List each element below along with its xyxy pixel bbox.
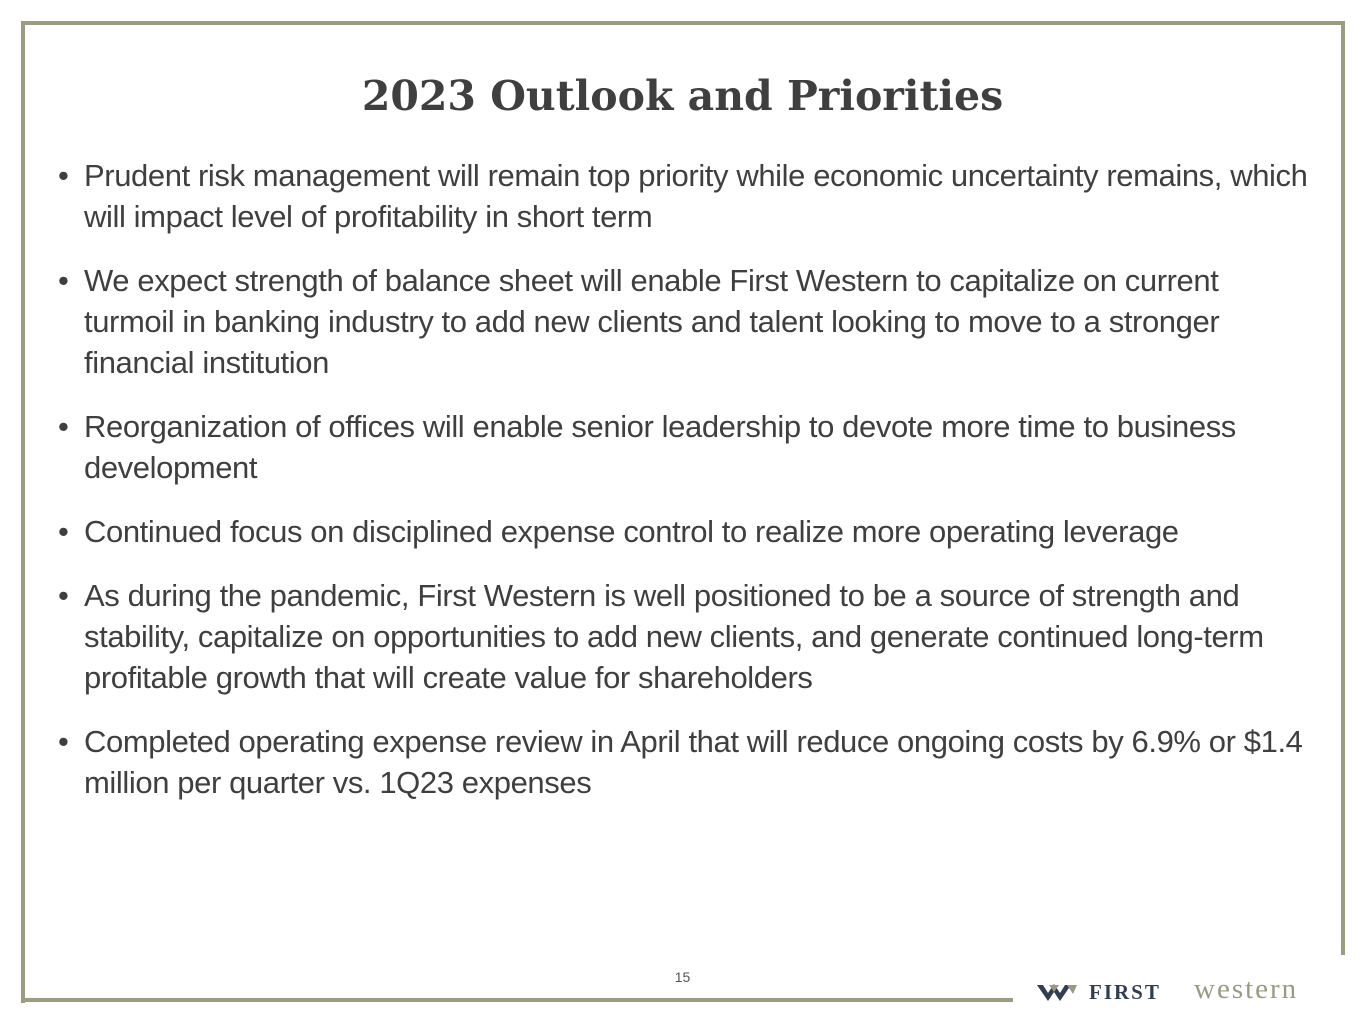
logo-first-text: FIRST: [1089, 980, 1161, 1004]
bullet-dot-icon: •: [58, 578, 69, 613]
bullet-text: Completed operating expense review in April that will reduce ongoing costs by 6.9% or $1.4 million per quarter vs. 1Q23 expenses: [84, 724, 1303, 800]
bullet-item: [58, 155, 1308, 237]
bullet-text: Continued focus on disciplined expense control to realize more operating leverage: [84, 514, 1179, 549]
bullet-list: [58, 155, 1308, 826]
slide-frame-right: [1341, 21, 1345, 955]
bullet-dot-icon: •: [58, 263, 69, 298]
bullet-item: [58, 406, 1308, 488]
company-logo: [1037, 973, 1347, 1008]
bullet-dot-icon: •: [58, 409, 69, 444]
bullet-text: We expect strength of balance sheet will enable First Western to capitalize on current turmoil in banking industry to add new clients and talent looking to move to a stronger financial institution: [84, 263, 1220, 380]
bullet-item: [58, 721, 1308, 803]
page-number: 15: [674, 969, 691, 985]
bullet-text: Reorganization of offices will enable senior leadership to devote more time to business development: [84, 409, 1236, 485]
slide-frame-left: [21, 21, 25, 1003]
bullet-item: [58, 575, 1308, 698]
bullet-dot-icon: •: [58, 724, 69, 759]
bullet-text: Prudent risk management will remain top priority while economic uncertainty remains, which will impact level of profitability in short term: [84, 158, 1308, 234]
bullet-dot-icon: •: [58, 158, 69, 193]
bullet-item: [58, 260, 1308, 383]
w-mark-icon: [1037, 981, 1081, 1005]
logo-western-text: western: [1194, 973, 1299, 1005]
bullet-text: As during the pandemic, First Western is well positioned to be a source of strength and stability, capitalize on opportunities to add new clients, and generate continued long-term profitable growth that will create value for shareholders: [84, 578, 1264, 695]
slide-frame-bottom: [21, 998, 1013, 1002]
slide-frame-top: [21, 21, 1345, 25]
slide-title: 2023 Outlook and Priorities: [361, 72, 1004, 120]
bullet-item: [58, 511, 1308, 552]
bullet-dot-icon: •: [58, 514, 69, 549]
